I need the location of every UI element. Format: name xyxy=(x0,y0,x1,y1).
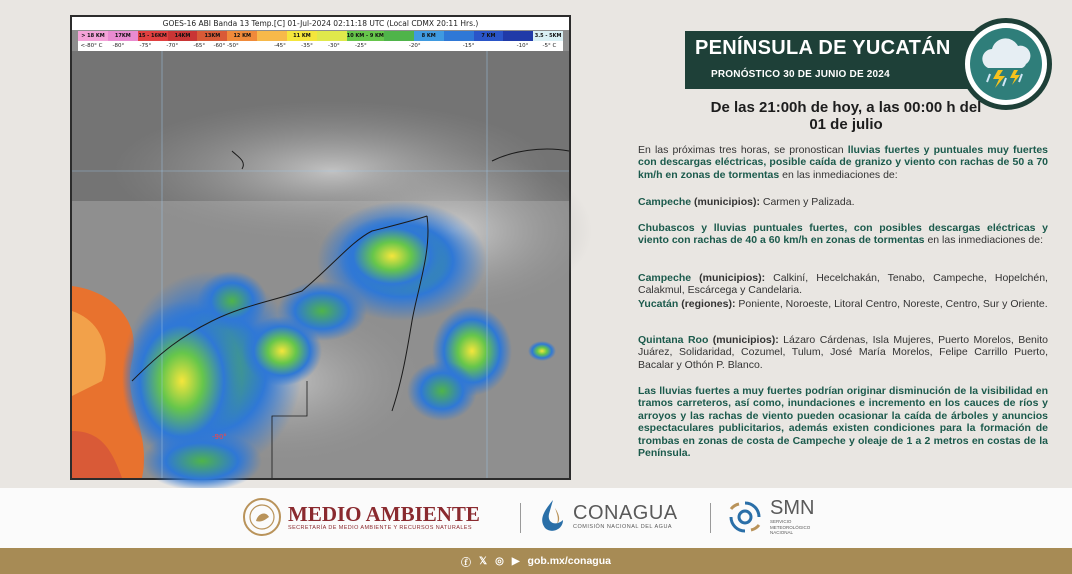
scale-swatch: 12 KM xyxy=(227,31,257,41)
footer-logos xyxy=(0,488,1072,548)
x-icon[interactable]: 𝕏 xyxy=(479,555,488,567)
region-banner xyxy=(685,31,985,89)
instagram-icon[interactable]: ◎ xyxy=(495,555,504,567)
scale-temp-label xyxy=(240,41,267,51)
scale-temp-label: -60° -50° xyxy=(213,43,239,49)
footer-divider xyxy=(520,503,521,533)
scale-temp-label: -25° xyxy=(354,43,367,49)
footer-bar xyxy=(0,548,1072,574)
weather-badge xyxy=(960,18,1052,110)
scale-swatch: 8 KM xyxy=(414,31,444,41)
scale-swatch: 3.5 - 5KM xyxy=(534,33,562,39)
website-link[interactable]: gob.mx/conagua xyxy=(527,555,611,567)
paragraph-warning: Las lluvias fuertes a muy fuertes podrían originar disminución de la visibilidad en tramos carreteros, así como, inundaciones e incremento en los cauces de ríos y arroyos y las rachas de viento pueden ocasionar la caída de árboles y anuncios espectaculares publicitarios, además existen condiciones para la formación de trombas en zonas de costa de Campeche y oleaje de 1 a 2 metros en costas de la Península. xyxy=(638,385,1048,460)
scale-temp-label: -30° xyxy=(328,43,340,49)
youtube-icon[interactable]: ▶ xyxy=(511,555,520,567)
paragraph-campeche-showers: Campeche (municipios): Calkiní, Hecelchakán, Tenabo, Campeche, Hopelchén, Calakmul, Escárcega y Candelaria. xyxy=(638,272,1048,297)
scale-temp-label: -75° xyxy=(139,43,152,49)
forecast-period-line2: 01 de julio xyxy=(809,116,883,133)
scale-swatch: 14KM xyxy=(168,31,198,41)
medio-ambiente-subtitle: SECRETARÍA DE MEDIO AMBIENTE Y RECURSOS NATURALES xyxy=(288,525,472,531)
scale-swatch xyxy=(384,31,414,41)
conagua-subtitle: COMISIÓN NACIONAL DEL AGUA xyxy=(573,523,673,530)
scale-swatch: > 18 KM xyxy=(78,31,108,41)
scale-temp-label: -5° C xyxy=(542,43,557,49)
scale-swatch xyxy=(444,31,474,41)
scale-swatch xyxy=(317,31,347,41)
conagua-title: CONAGUA xyxy=(573,501,678,524)
footer-divider xyxy=(710,503,711,533)
scale-temp-label xyxy=(428,41,455,51)
scale-temp-label: -10° xyxy=(516,43,529,49)
scale-temp-label xyxy=(374,41,401,51)
satellite-image xyxy=(70,15,571,480)
paragraph-yucatan: Yucatán (regiones): Poniente, Noroeste, Litoral Centro, Noreste, Centro, Sur y Oriente. xyxy=(638,298,1048,310)
scale-temp-label: <-80° C xyxy=(80,43,103,49)
scale-temp-label: -70° xyxy=(166,43,179,49)
storm-cloud-icon xyxy=(970,28,1042,100)
scale-swatch: 17KM xyxy=(108,31,138,41)
scale-swatch: 7 KM xyxy=(474,31,504,41)
smn-swirl-icon xyxy=(726,499,764,535)
forecast-period-line1: De las 21:00h de hoy, a las 00:00 h del xyxy=(710,99,982,116)
scale-swatch xyxy=(503,31,533,41)
scale-swatch: 10 KM - 9 KM xyxy=(346,33,384,39)
longitude-label: -90° xyxy=(212,433,227,441)
color-scale xyxy=(78,31,563,41)
scale-swatch: 15 - 16KM xyxy=(138,33,167,39)
scale-temp-label: -35° xyxy=(301,43,313,49)
temperature-scale xyxy=(78,41,563,51)
paragraph-campeche-storms: Campeche (municipios): Carmen y Palizada. xyxy=(638,196,855,208)
smn-subtitle: SERVICIO METEOROLÓGICO NACIONAL xyxy=(770,519,811,535)
paragraph-showers: Chubascos y lluvias puntuales fuertes, con posibles descargas eléctricas y viento con rachas de 40 a 60 km/h en zonas de tormentas en las inmediaciones de: xyxy=(638,222,1048,247)
scale-temp-label: -15° xyxy=(462,43,475,49)
satellite-title: GOES-16 ABI Banda 13 Temp.[C] 01-Jul-2024 02:11:18 UTC (Local CDMX 20:11 Hrs.) xyxy=(72,17,569,30)
scale-temp-label: -45° xyxy=(274,43,286,49)
smn-logo xyxy=(726,498,830,536)
medio-ambiente-logo xyxy=(242,497,480,537)
mexico-seal-icon xyxy=(242,497,282,537)
scale-swatch xyxy=(257,31,287,41)
medio-ambiente-title: MEDIO AMBIENTE xyxy=(288,502,480,526)
scale-temp-label: -65° xyxy=(193,43,206,49)
smn-title: SMN xyxy=(770,497,815,519)
paragraph-storms: En las próximas tres horas, se pronostican lluvias fuertes y puntuales muy fuertes con descargas eléctricas, posible caída de granizo y viento con rachas de 50 a 70 km/h en zonas de tormentas en las inmediaciones de: xyxy=(638,144,1049,181)
scale-swatch: 11 KM xyxy=(287,31,317,41)
water-drop-icon xyxy=(537,498,567,534)
scale-temp-label xyxy=(482,41,509,51)
scale-temp-label: -80° xyxy=(112,43,125,49)
infrared-satellite-map xyxy=(72,51,569,478)
forecast-date: PRONÓSTICO 30 DE JUNIO DE 2024 xyxy=(711,69,890,80)
conagua-logo xyxy=(537,498,678,534)
paragraph-quintana-roo: Quintana Roo (municipios): Lázaro Cárdenas, Isla Mujeres, Puerto Morelos, Benito Juárez, Solidaridad, Cozumel, Tulum, José María Morelos, Felipe Carrillo Puerto, Bacalar y Othón P. Blanco. xyxy=(638,334,1048,371)
scale-temp-label: -20° xyxy=(408,43,421,49)
region-title: PENÍNSULA DE YUCATÁN xyxy=(695,37,951,59)
scale-swatch: 13KM xyxy=(197,31,227,41)
facebook-icon[interactable]: ⓕ xyxy=(461,557,472,569)
